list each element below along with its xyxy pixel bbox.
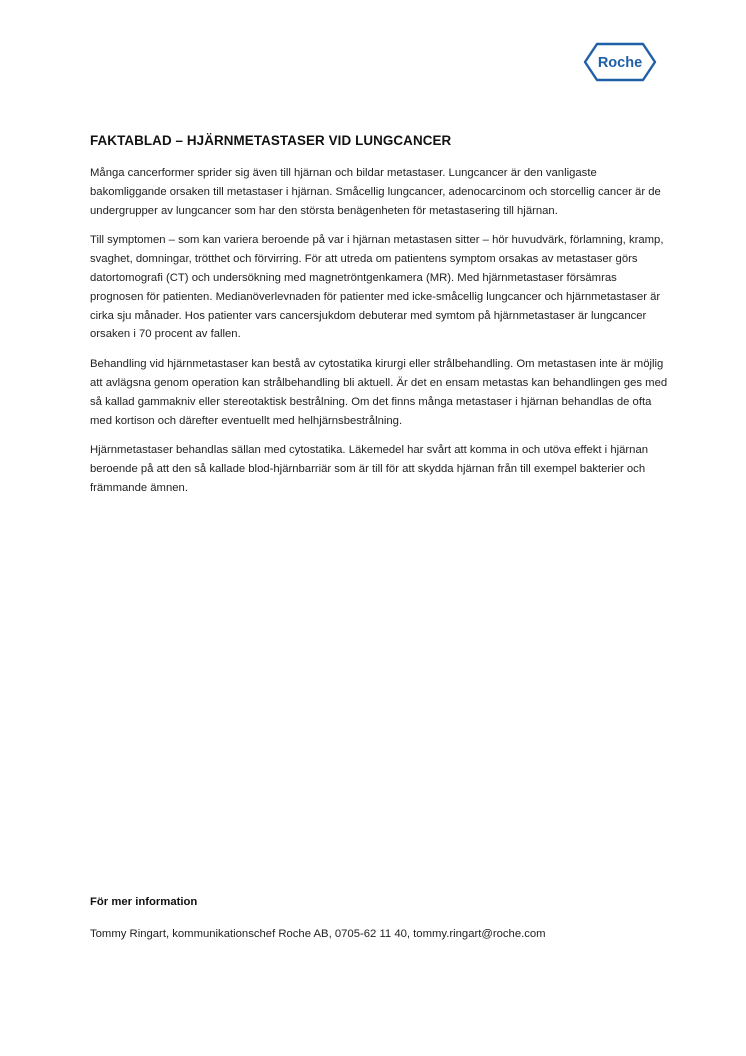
roche-logo-hexagon — [583, 42, 657, 82]
paragraph-4: Hjärnmetastaser behandlas sällan med cytostatika. Läkemedel har svårt att komma in och utöva effekt i hjärnan beroende på att den så kallade blod-hjärnbarriär som är till för att skydda hjärnan från till exempel bakterier och främmande ämnen. — [90, 444, 649, 494]
page-title: FAKTABLAD – HJÄRNMETASTASER VID LUNGCANCER — [90, 133, 452, 148]
roche-logo-text: Roche — [597, 55, 643, 71]
paragraph-3: Behandling vid hjärnmetastaser kan bestå av cytostatika kirurgi eller strålbehandling. Om metastasen inte är möjlig att avlägsna genom operation kan strålbehandling bli aktuell. Är det en ensam metastas kan behandlingen ges med så kallad gammakniv eller stereotaktisk bestrålning. Om det finns många metastaser i hjärnan behandlas de ofta med kortison och därefter eventuellt med helhjärnsbestrålning. — [90, 358, 668, 427]
more-info-heading: För mer information — [90, 896, 198, 908]
paragraph-1: Många cancerformer sprider sig även till hjärnan och bildar metastaser. Lungcancer är den vanligaste bakomliggande orsaken till metastaser i hjärnan. Småcellig lungcancer, adenocarcinom och storcellig cancer är de undergrupper av lungcancer som har den största benägenheten för metastasering till hjärnan. — [90, 167, 661, 217]
roche-logo — [583, 42, 657, 82]
contact-line: Tommy Ringart, kommunikationschef Roche AB, 0705-62 11 40, tommy.ringart@roche.com — [90, 928, 546, 940]
body-text — [90, 164, 670, 509]
paragraph-2: Till symptomen – som kan variera beroende på var i hjärnan metastasen sitter – hör huvudvärk, förlamning, kramp, svaghet, domningar, trötthet och förvirring. För att utreda om patientens symptom orsakas av metastaser görs datortomografi (CT) och undersökning med magnetröntgenkamera (MR). Med hjärnmetastaser försämras prognosen för patienten. Medianöverlevnaden för patienter med icke-småcellig lungcancer och hjärnmetastaser är cirka sju månader. Hos patienter vars cancersjukdom debuterar med symtom på hjärnmetastaser är lungcancer orsaken i 70 procent av fallen. — [90, 234, 664, 341]
